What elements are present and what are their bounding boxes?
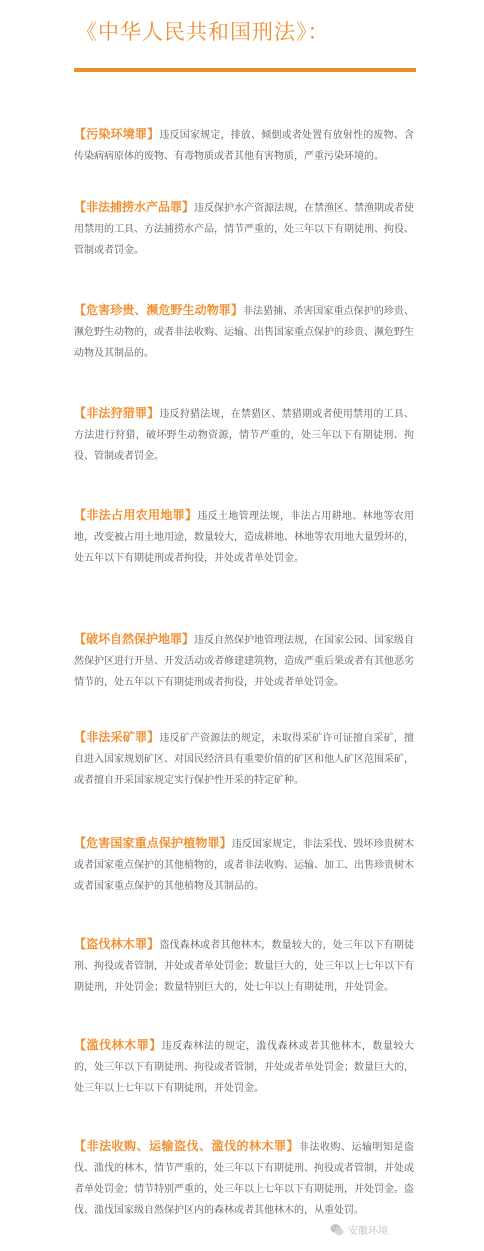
crime-description: 违反国家规定，排放、倾倒或者处置有放射性的废物、含传染病病原体的废物、有毒物质或者其他有害物质，严重污染环境的。 [74, 130, 414, 162]
crime-description: 违反森林法的规定，滥伐森林或者其他林木，数量较大的，处三年以下有期徒刑、拘役或者管制，并处或者单处罚金；数量巨大的，处三年以上七年以下有期徒刑，并处罚金。 [74, 1041, 414, 1094]
law-entry-timber-theft [74, 934, 414, 998]
crime-name: 【非法捕捞水产品罪】 [74, 200, 195, 214]
law-entry-illegal-hunting [74, 403, 414, 467]
crime-name: 【非法狩猎罪】 [74, 406, 160, 420]
crime-name: 【破坏自然保护地罪】 [74, 632, 195, 646]
account-watermark [330, 1222, 388, 1237]
law-entry-illegal-logging [74, 1035, 414, 1099]
crime-name: 【污染环境罪】 [74, 127, 160, 141]
crime-description: 违反国家规定，非法采伐、毁坏珍贵树木或者国家重点保护的其他植物的，或者非法收购、运输、加工、出售珍贵树木或者国家重点保护的其他植物及其制品的。 [74, 839, 414, 892]
crime-name: 【盗伐林木罪】 [74, 937, 160, 951]
crime-description: 违反保护水产资源法规，在禁渔区、禁渔期或者使用禁用的工具、方法捕捞水产品，情节严重的，处三年以下有期徒刑、拘役、管制或者罚金。 [74, 203, 415, 256]
law-entry-farmland [74, 505, 414, 569]
crime-description: 违反矿产资源法的规定，未取得采矿许可证擅自采矿，擅自进入国家规划矿区、对国民经济具有重要价值的矿区和他人矿区范围采矿，或者擅自开采国家规定实行保护性开采的特定矿种。 [74, 733, 414, 786]
crime-name: 【非法采矿罪】 [74, 730, 160, 744]
crime-name: 【危害国家重点保护植物罪】 [74, 836, 232, 850]
wechat-icon [330, 1223, 344, 1237]
crime-name: 【危害珍贵、濒危野生动物罪】 [74, 303, 243, 317]
crime-name: 【非法收购、运输盗伐、滥伐的林木罪】 [74, 1139, 299, 1153]
law-entry-wildlife [74, 300, 414, 364]
law-entry-nature-reserve [74, 629, 414, 693]
crime-description: 非法猎捕、杀害国家重点保护的珍贵、濒危野生动物的，或者非法收购、运输、出售国家重点保护的珍贵、濒危野生动物及其制品的。 [74, 306, 414, 359]
watermark-text: 安徽环境 [348, 1226, 388, 1237]
crime-description: 违反自然保护地管理法规，在国家公园、国家级自然保护区进行开垦、开发活动或者修建建筑物，造成严重后果或者有其他恶劣情节的，处五年以下有期徒刑或者拘役，并处或者单处罚金。 [74, 635, 415, 688]
law-entry-illegal-fishing [74, 197, 414, 261]
law-entry-timber-purchase [74, 1136, 414, 1221]
crime-description: 非法收购、运输明知是盗伐、滥伐的林木，情节严重的，处三年以下有期徒刑、拘役或者管制，并处或者单处罚金；情节特别严重的，处三年以上七年以下有期徒刑，并处罚金。盗伐、滥伐国家级自然保护区内的森林或者其他林木的，从重处罚。 [74, 1142, 414, 1216]
law-entry-illegal-mining [74, 727, 414, 791]
law-entry-protected-plants [74, 833, 414, 897]
page-title: 《中华人民共和国刑法》： [76, 20, 330, 44]
crime-description: 违反狩猎法规，在禁猎区、禁猎期或者使用禁用的工具、方法进行狩猎，破坏野生动物资源，情节严重的，处三年以下有期徒刑、拘役、管制或者罚金。 [74, 409, 414, 462]
crime-description: 盗伐森林或者其他林木，数量较大的，处三年以下有期徒刑、拘役或者管制，并处或者单处罚金；数量巨大的，处三年以上七年以下有期徒刑，并处罚金；数量特别巨大的，处七年以上有期徒刑，并处罚金。 [74, 940, 414, 993]
crime-name: 【非法占用农用地罪】 [74, 508, 198, 522]
crime-name: 【滥伐林木罪】 [74, 1038, 162, 1052]
crime-description: 违反土地管理法规，非法占用耕地、林地等农用地，改变被占用土地用途，数量较大，造成耕地、林地等农用地大量毁坏的，处五年以下有期徒刑或者拘役，并处或者单处罚金。 [74, 511, 414, 564]
title-underline [74, 68, 416, 72]
law-entry-pollution [74, 124, 414, 167]
